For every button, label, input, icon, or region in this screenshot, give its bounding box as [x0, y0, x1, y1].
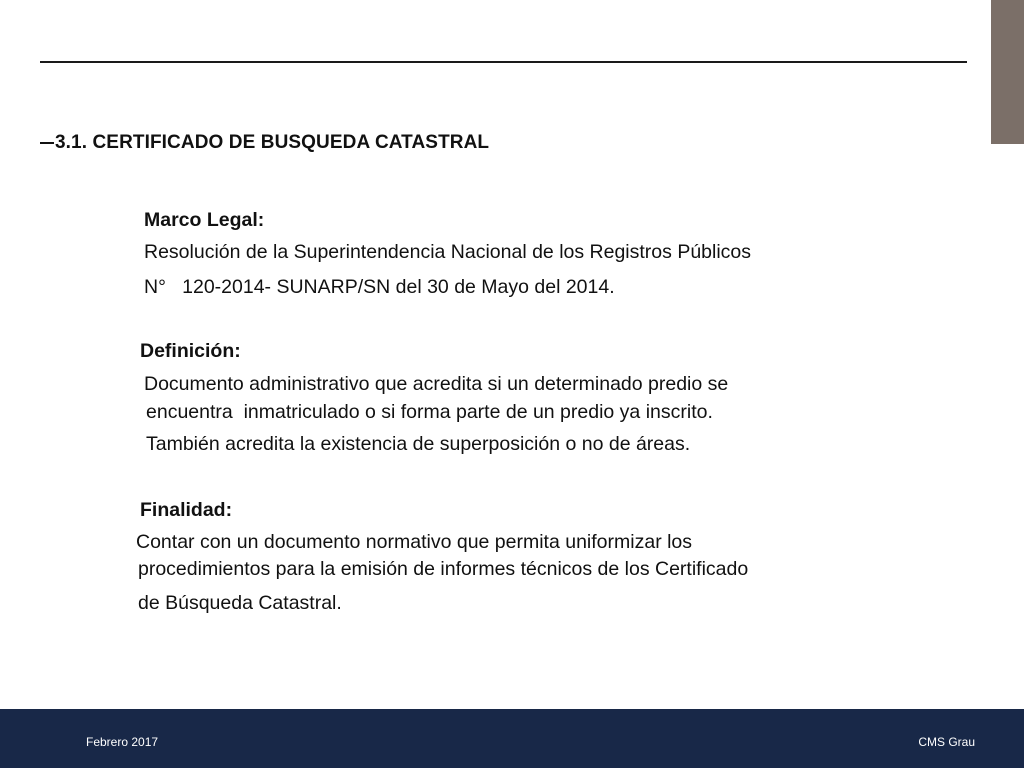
marco-legal-title: Marco Legal:: [144, 209, 265, 231]
top-divider: [40, 61, 967, 63]
definicion-line-1: Documento administrativo que acredita si un determinado predio se: [144, 373, 729, 395]
marco-legal-line-1: Resolución de la Superintendencia Nacional de los Registros Públicos: [144, 241, 752, 263]
footer-brand: CMS Grau: [918, 735, 975, 749]
definicion-title: Definición:: [140, 340, 241, 362]
footer-date: Febrero 2017: [86, 735, 159, 749]
finalidad-line-3: de Búsqueda Catastral.: [138, 592, 342, 614]
definicion-line-3: También acredita la existencia de superposición o no de áreas.: [146, 433, 691, 455]
slide-heading: 3.1. CERTIFICADO DE BUSQUEDA CATASTRAL: [55, 132, 490, 153]
heading-bullet: [40, 142, 54, 144]
finalidad-line-2: procedimientos para la emisión de informes técnicos de los Certificado: [138, 558, 749, 580]
definicion-line-2: encuentra inmatriculado o si forma parte de un predio ya inscrito.: [146, 401, 713, 423]
finalidad-title: Finalidad:: [140, 499, 233, 521]
finalidad-line-1: Contar con un documento normativo que permita uniformizar los: [136, 531, 693, 553]
marco-legal-line-2: N° 120-2014- SUNARP/SN del 30 de Mayo del 2014.: [144, 276, 615, 298]
footer-bar: [0, 709, 1024, 768]
accent-bar: [991, 0, 1024, 144]
